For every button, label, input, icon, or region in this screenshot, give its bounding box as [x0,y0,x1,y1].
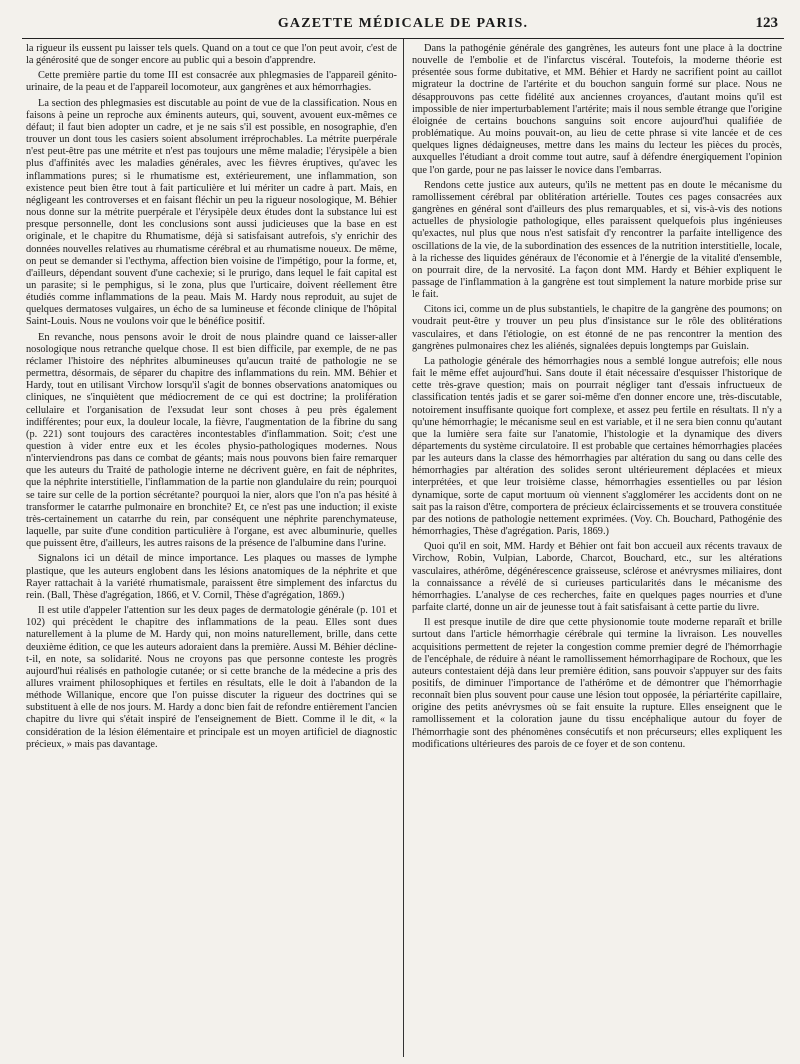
left-column [22,39,403,1057]
paragraph: Quoi qu'il en soit, MM. Hardy et Béhier ont fait bon accueil aux récents travaux de Virchow, Robin, Vulpian, Laborde, Charcot, Bouchard, etc., sur les altérations vasculaires, athérôme, dégénérescence graisseuse, sclérose et anévrysmes miliaires, dont la connaissance a révélé de si curieuses particularités dans le mécanisme des hémorrhagies. L'analyse de ces recherches, faite en quelques pages nourries et d'une parfaite clarté, donne un air de jeunesse tout à fait satisfaisant à cette partie du livre. [412,541,782,614]
paragraph: Rendons cette justice aux auteurs, qu'ils ne mettent pas en doute le mécanisme du ramollissement cérébral par oblitération artérielle. Toutes ces pages consacrées aux gangrènes en général sont d'ailleurs des plus remarquables, et si, vis-à-vis des notions actuelles de physiologie pathologique, elles paraissent quelquefois plus ingénieuses qu'exactes, nul plus que nous n'est satisfait d'y rencontrer la parfaite intelligence des oscillations de la vie, de la subordination des essences de la nutrition interstitielle, locale, à la richesse des liquides généraux de l'économie et à l'énergie de la vitalité d'ensemble, on pourrait dire, de la nervosité. La façon dont MM. Hardy et Béhier expliquent le passage de l'inflammation à la gangrène est tout simplement la nature morbide prise sur le fait. [412,179,782,301]
paragraph: La section des phlegmasies est discutable au point de vue de la classification. Nous en faisons à peine un reproche aux éminents auteurs, qui, souvent, avouent eux-mêmes ce défaut; il faut bien adopter un cadre, et je ne sais s'il est possible, en nosographie, d'en trouver un dont tous les casiers soient absolument irréprochables. La métrite puerpérale n'est peut-être pas une métrite et n'est pas toujours une même maladie; l'érysipèle a bien plus d'affinités avec les maladies générales, avec les fièvres éruptives, qu'avec les inflammations pures; si le rhumatisme est, extérieurement, une inflammation, son existence peut bien être tout à fait particulière et lui mériter un cadre à part. Mais, en négligeant les controverses et en faisant fléchir un peu la rigueur nosologique, M. Béhier nous donne sur la métrite puerpérale et l'érysipèle deux études dont la substance lui est presque personnelle, dont les conclusions sont aussi judicieuses que la base en est originale, et le chapitre du Rhumatisme, déjà si satisfaisant autrefois, s'y enrichir des données nouvelles relatives au rhumatisme cérébral et au rhumatisme noueux. De même, on peut se demander si l'ecthyma, affection bien voisine de l'impétigo, pour la forme, et, d'ailleurs, dépendant souvent d'une cachexie; si le prurigo, dans lequel le fait capital est un parasite; si le pemphigus, si le zona, plus que l'urticaire, doivent réellement être étudiés comme inflammations de la peau. Mais M. Hardy nous reproduit, au sujet de quelques dermatoses vulgaires, un écho de sa lumineuse et féconde clinique de l'hôpital Saint-Louis. Nous ne voulons voir que le bénéfice positif. [26,97,397,328]
paragraph: Il est presque inutile de dire que cette physionomie toute moderne reparaît et brille surtout dans l'article hémorrhagie cérébrale qui termine la livraison. Les nouvelles acquisitions permettent de rejeter la congestion comme premier degré de l'hémorrhagie de l'encéphale, de réduire à néant le ramollissement hémorrhagipare de Rochoux, que les auteurs contestaient déjà dans leur première édition, sans pouvoir s'appuyer sur des faits positifs, de diminuer l'importance de l'athérôme et de démontrer que l'hémorrhagie reconnaît bien plus souvent pour cause une lésion tout opposée, la périartérite capillaire, origine des petits anévrysmes où se fait ensuite la rupture. Elles enseignent que le ramollissement et la coloration jaune du tissu encéphalique autour du foyer de l'hémorrhagie sont des phénomènes consécutifs et non précurseurs; elles expliquent les modifications ultérieures des parois de ce foyer et de son contenu. [412,617,782,750]
paragraph: La pathologie générale des hémorrhagies nous a semblé longue autrefois; elle nous fait le même effet aujourd'hui. Sans doute il était nécessaire d'esquisser l'historique de cette très-grave question; mais on pourrait négliger tant d'essais infructueux de classification tentés jadis et se garer soi-même d'en donner encore une, très-discutable, notoirement insuffisante quoique fort complexe, et assez peu fertile en résultats. Il n'y a qu'une hémorrhagie; le mécanisme seul en est variable, et il ne sera bien connu qu'autant que la lumière sera faite sur l'anatomie, l'histologie et la dynamique des divers départements du système circulatoire. Il est probable que certaines hémorrhagies placées par les auteurs dans la classe des hémorrhagies par altération du sang ou dans celle des hémorrhagies par altération des solides seront ultérieurement déplacées et mieux interprétées, et que leur troisième classe, hémorrhagies essentielles ou par lésion dynamique, sorte de caput mortuum où viennent s'agglomérer les accidents dont on ne sait pas la raison d'être, comportera de précieux éclaircissements et se trouvera constituée par des notions de pathologie nettement exprimées. (Voy. Ch. Bouchard, Pathogénie des hémorrhagies, Thèse d'agrégation. Paris, 1869.) [412,355,782,538]
paragraph: Cette première partie du tome III est consacrée aux phlegmasies de l'appareil génito-urinaire, de la peau et de l'appareil locomoteur, aux gangrènes et aux hémorrhagies. [26,70,397,94]
paragraph: En revanche, nous pensons avoir le droit de nous plaindre quand ce laisser-aller nosologique nous retranche quelque chose. Il est bien difficile, par exemple, de ne pas réclamer l'histoire des néphrites albumineuses qu'aucun traité de pathologie ne se permettra, désormais, de séparer du chapitre des inflammations du rein. MM. Béhier et Hardy, tout en utilisant Virchow lorsqu'il s'agit de bonnes observations anatomiques ou cliniques, ne s'inquiètent que médiocrement de ce qui est doctrine; la prolifération cellulaire et l'organisation de l'exsudat leur sont choses à peu près également indifférentes; pour eux, la douleur locale, la fièvre, l'augmentation de la fibrine du sang (p. 221) sont toujours des caractères incontestables d'inflammation. Soit; c'est une question à vider entre eux et les écoles physio-pathologiques modernes. Nous n'interviendrons pas dans ce combat de géants; mais nous pouvons bien faire remarquer que les auteurs du Traité de pathologie interne ne décrivent guère, en fait de néphrites, que la néphrite interstitielle, l'inflammation de la partie non glandulaire du rein; pourquoi se taire sur celle de la portion sécrétante? pourquoi la nier, alors que l'on n'a pas hésité à transformer le catarrhe pulmonaire en bronchite? Et, ce n'est pas une induction; il existe très-certainement un catarrhe du rein, par conséquent une néphrite parenchymateuse, laquelle, par suite d'une condition particulière à l'organe, est avec albuminurie, quelles que puissent être, d'ailleurs, les autres raisons de la présence de l'albumine dans l'urine. [26,331,397,550]
paragraph: Il est utile d'appeler l'attention sur les deux pages de dermatologie générale (p. 101 et 102) qui précèdent le chapitre des inflammations de la peau. Elles sont dues naturellement à la plume de M. Hardy qui, non moins naturellement, brille, dans cette deuxième édition, ce que les auteurs adoraient dans la première. Aussi M. Béhier décline-t-il, en note, sa solidarité. Nous ne croyons pas que personne conteste les progrès aujourd'hui réalisés en pathologie cutanée; or si cette branche de la médecine a pris des allures vraiment philosophiques et fertiles en résultats, elle le doit à l'abandon de la méthode Willanique, encore que l'on puisse discuter la rigueur des doctrines qui se substituent à elle de nos jours. M. Hardy a donc bien fait de refondre entièrement l'ancien chapitre du livre qui s'était inspiré de l'enseignement de Biett. Comme il le dit, « la considération de la lésion élémentaire et principale est un moyen artificiel de diagnostic précieux, » mais pas davantage. [26,605,397,750]
paragraph: Citons ici, comme un de plus substantiels, le chapitre de la gangrène des poumons; on voudrait peut-être y trouver un peu plus d'insistance sur le rôle des oblitérations vasculaires, et dans l'étiologie, on est étonné de ne pas rencontrer la mention des gangrènes pulmonaires chez les aliénés, signalées depuis longtemps par Guislain. [412,304,782,352]
page-header [22,0,784,39]
paragraph: la rigueur ils eussent pu laisser tels quels. Quand on a tout ce que l'on peut avoir, c'est de la générosité que de songer encore au public qui a besoin d'apprendre. [26,43,397,67]
text-columns [22,39,784,1057]
paragraph: Signalons ici un détail de mince importance. Les plaques ou masses de lymphe plastique, que les auteurs englobent dans les lésions anatomiques de la néphrite et que Rayer rattachait à la variété rhumatismale, paraissent être simplement des infarctus du rein. (Ball, Thèse d'agrégation, 1866, et V. Cornil, Thèse d'agrégation, 1869.) [26,553,397,601]
paragraph: Dans la pathogénie générale des gangrènes, les auteurs font une place à la doctrine nouvelle de l'embolie et de l'infarctus viscéral. Toutefois, la moderne théorie est présentée sous forme dubitative, et MM. Béhier et Hardy ne sacrifient point au caillot migrateur la doctrine de l'artérite et du bouchon sanguin formé sur place. Nous ne désapprouvons pas cette fidélité aux anciennes croyances, d'autant moins qu'il est impossible de nier imperturbablement l'artérite; mais il nous semble étrange que l'origine éloignée de certains bouchons sanguins soit encore aujourd'hui qualifiée de problématique. Au moins pouvait-on, au lieu de cette phrase si vite lancée et de ces quelques lignes dédaigneuses, mettre dans les mains du lecteur les pièces du procès, auxquelles l'étudiant a droit comme tout autre, sauf à défendre énergiquement l'opinion que l'on garde, pour ne pas laisser le novice dans l'embarras. [412,43,782,176]
right-column [403,39,784,1057]
journal-title: GAZETTE MÉDICALE DE PARIS. [277,16,529,31]
page-number: 123 [755,15,778,31]
